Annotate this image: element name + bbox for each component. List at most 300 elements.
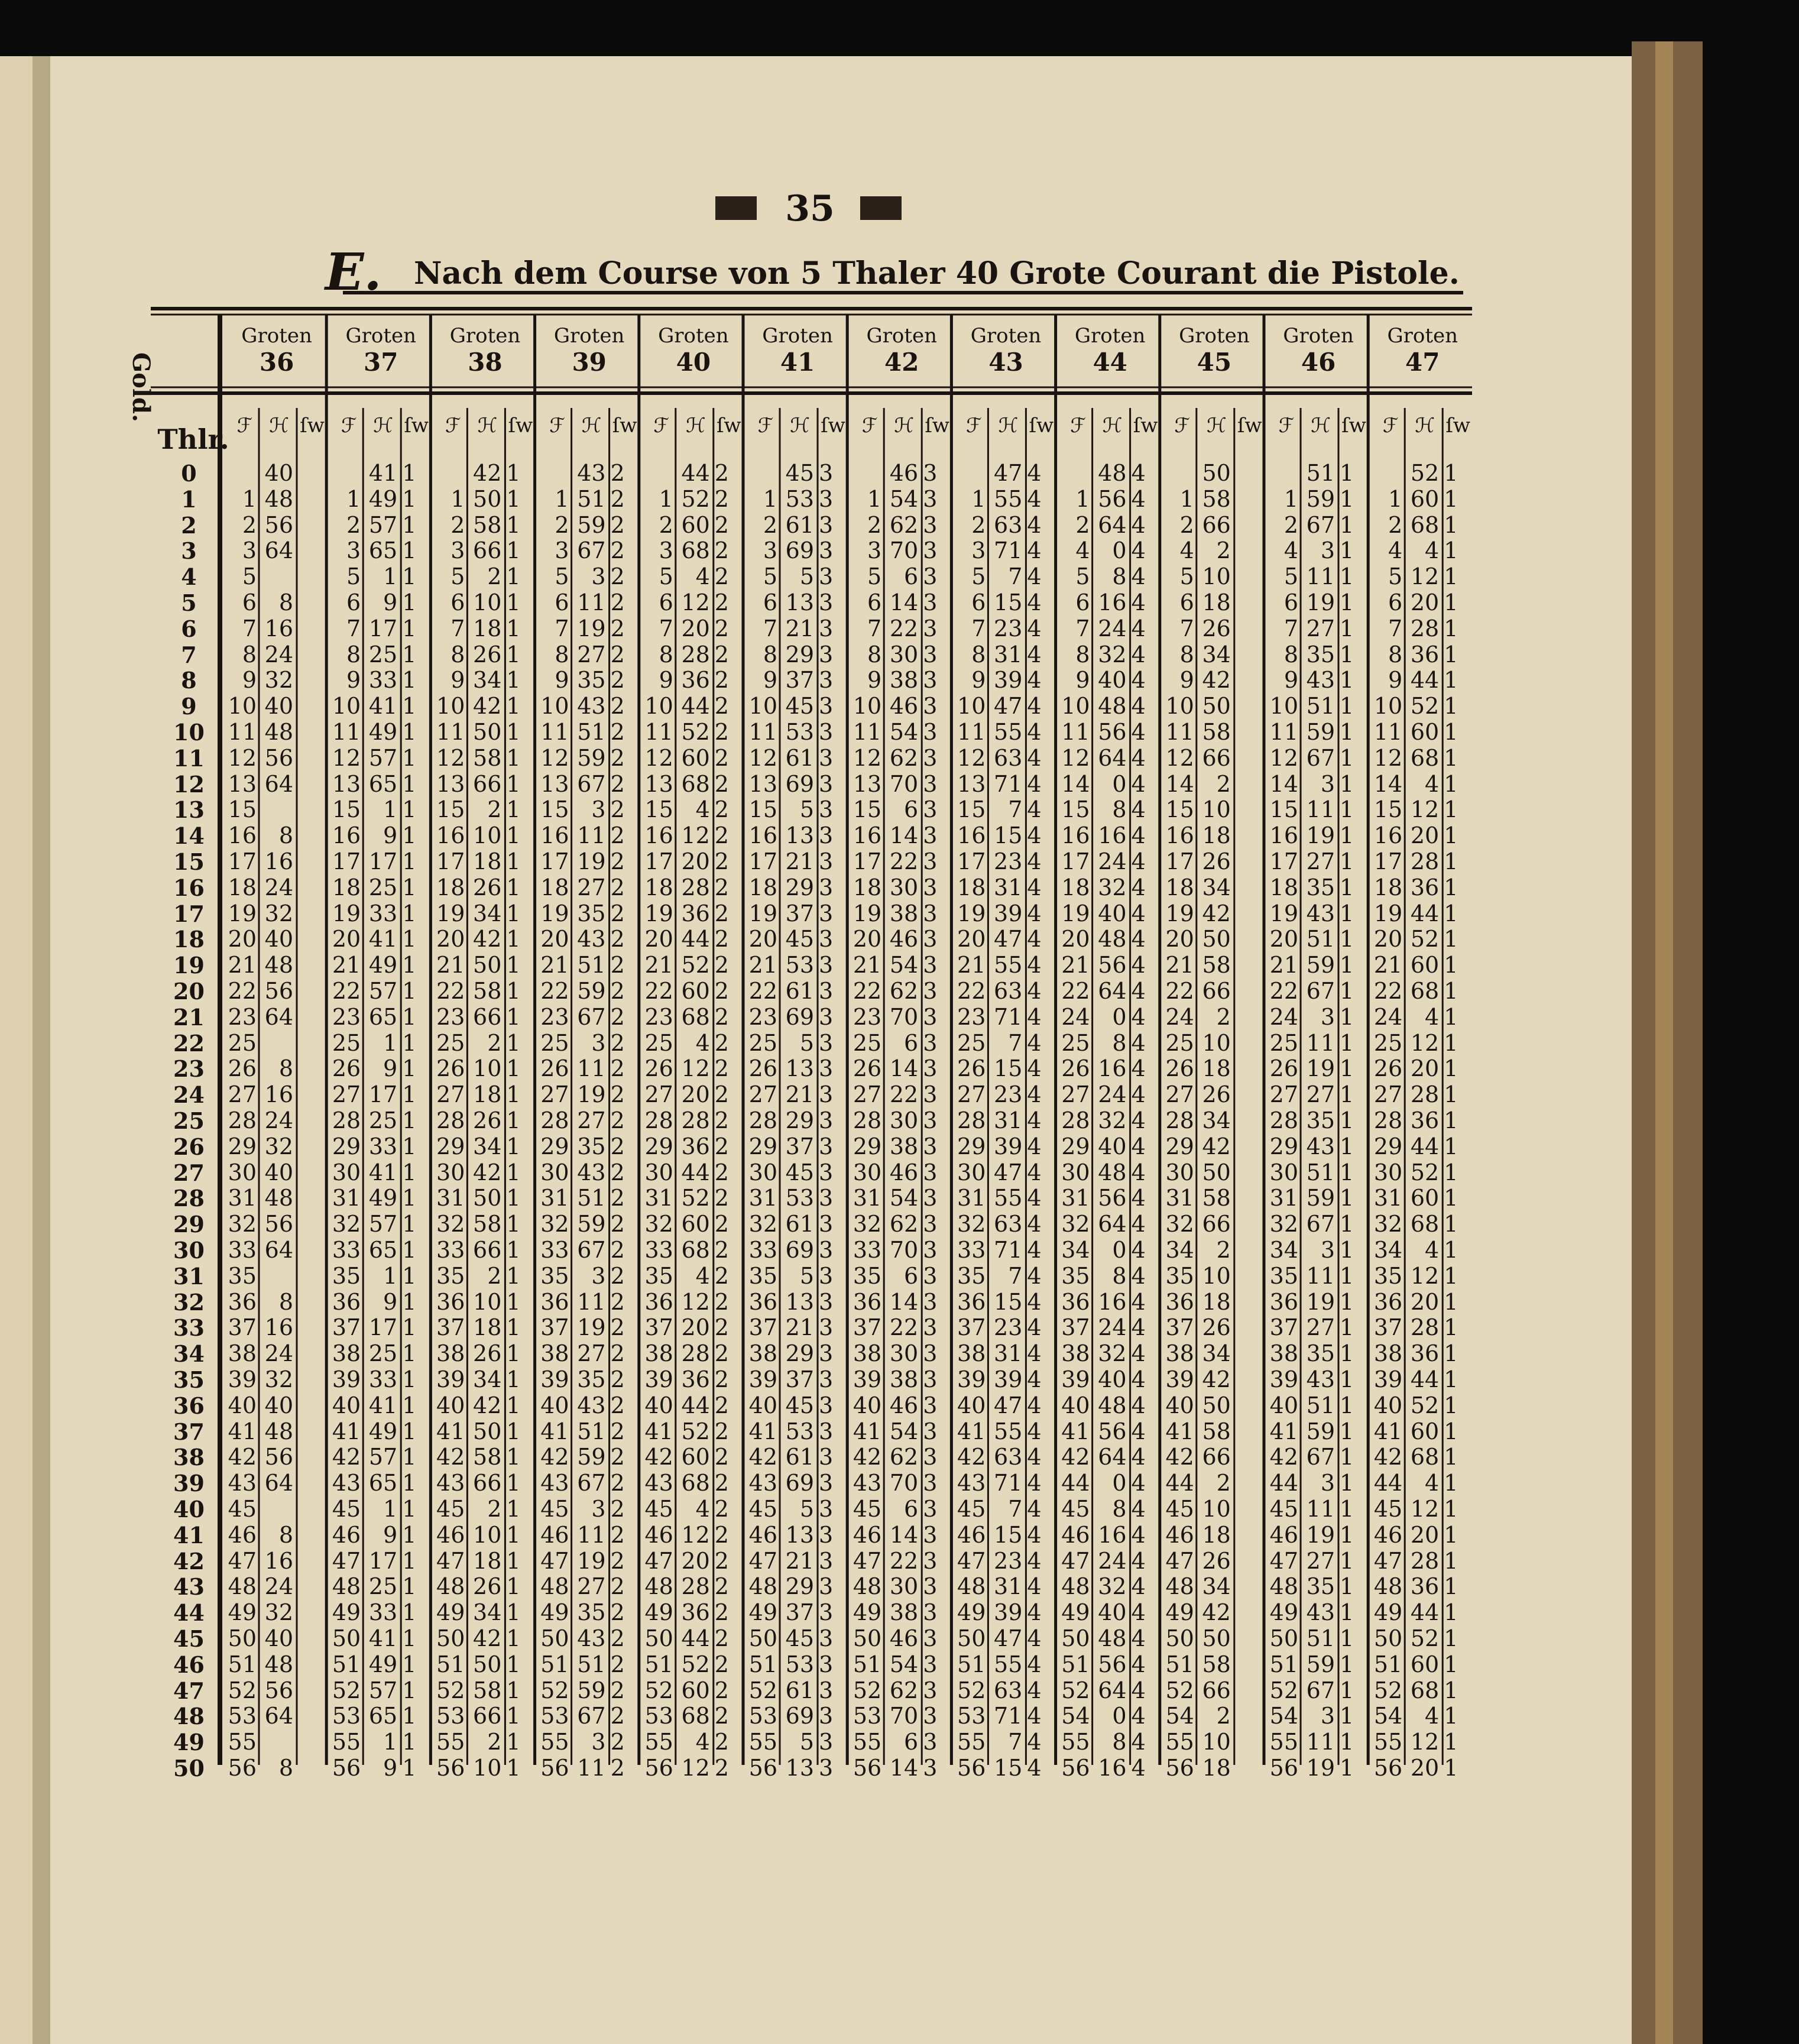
cell-schwaren: 2 [610, 1366, 625, 1392]
cell-schwaren: 1 [402, 1547, 417, 1574]
cell-mark: 2 [1075, 511, 1090, 538]
cell-mark: 34 [1373, 1237, 1403, 1263]
cell-mark: 28 [853, 1107, 882, 1133]
cell-schwaren: 4 [1027, 1703, 1042, 1729]
cell-groten: 2 [487, 796, 502, 823]
cell-groten: 69 [785, 770, 814, 797]
cell-schwaren: 2 [714, 1314, 729, 1341]
cell-mark: 8 [763, 641, 777, 668]
groten-word: Groten [970, 324, 1042, 348]
cell-mark: 48 [436, 1573, 465, 1600]
cell-mark: 39 [1269, 1366, 1298, 1392]
cell-schwaren: 1 [1444, 1392, 1458, 1418]
cell-schwaren: 1 [1444, 1418, 1458, 1444]
cell-schwaren: 3 [819, 952, 834, 979]
cell-mark: 42 [1165, 1444, 1194, 1470]
cell-groten: 20 [681, 1547, 710, 1574]
cell-mark: 40 [1373, 1392, 1403, 1418]
cell-mark: 19 [853, 900, 882, 927]
cell-schwaren: 1 [1444, 1003, 1458, 1030]
row-label-thaler: 18 [173, 926, 205, 953]
row-label-thaler: 0 [181, 460, 197, 487]
cell-mark: 16 [1269, 822, 1298, 849]
cell-groten: 8 [278, 1288, 293, 1315]
cell-groten: 3 [591, 1729, 606, 1755]
cell-mark: 45 [853, 1496, 882, 1522]
cell-groten: 5 [799, 1729, 814, 1755]
cell-mark: 22 [748, 978, 777, 1004]
cell-groten: 3 [1320, 537, 1335, 564]
cell-schwaren: 4 [1027, 874, 1042, 900]
unit-header: ℱ [341, 414, 357, 438]
cell-mark: 47 [1373, 1547, 1403, 1574]
cell-groten: 67 [577, 770, 606, 797]
cell-schwaren: 3 [819, 744, 834, 771]
cell-mark: 42 [853, 1444, 882, 1470]
cell-groten: 70 [889, 770, 919, 797]
cell-groten: 12 [1410, 1729, 1440, 1755]
cell-schwaren: 1 [1340, 1107, 1354, 1133]
cell-schwaren: 3 [819, 460, 834, 486]
cell-schwaren: 4 [1131, 537, 1146, 564]
cell-mark: 4 [1388, 537, 1403, 564]
cell-mark: 8 [1388, 641, 1403, 668]
cell-groten: 40 [264, 1159, 293, 1185]
row-label-thaler: 2 [181, 511, 197, 539]
cell-schwaren: 1 [1444, 1547, 1458, 1574]
cell-mark: 21 [957, 952, 986, 979]
cell-mark: 38 [748, 1340, 777, 1367]
cell-mark: 42 [1061, 1444, 1090, 1470]
cell-groten: 1 [383, 1029, 398, 1056]
cell-groten: 10 [473, 1055, 502, 1082]
cell-groten: 51 [577, 952, 606, 979]
cell-schwaren: 1 [402, 1521, 417, 1548]
cell-mark: 8 [450, 641, 465, 668]
cell-mark: 9 [555, 667, 569, 694]
cell-schwaren: 1 [1444, 1211, 1458, 1238]
cell-schwaren: 2 [610, 1418, 625, 1444]
cell-schwaren: 1 [506, 796, 521, 823]
cell-mark: 29 [1373, 1133, 1403, 1159]
cell-mark: 47 [540, 1547, 569, 1574]
cell-schwaren: 3 [819, 1159, 834, 1185]
cell-groten: 28 [681, 1340, 710, 1367]
cell-mark: 15 [853, 796, 882, 823]
cell-mark: 6 [450, 589, 465, 616]
cell-mark: 55 [1269, 1729, 1298, 1755]
cell-groten: 57 [368, 978, 398, 1004]
cell-groten: 31 [994, 874, 1023, 900]
cell-groten: 50 [1202, 926, 1231, 953]
row-label-thaler: 19 [173, 952, 205, 979]
cell-groten: 1 [383, 1729, 398, 1755]
cell-groten: 69 [785, 537, 814, 564]
cell-mark: 8 [1179, 641, 1194, 668]
cell-mark: 32 [436, 1211, 465, 1238]
cell-schwaren: 1 [1340, 719, 1354, 745]
cell-mark: 2 [450, 511, 465, 538]
cell-mark: 8 [971, 641, 986, 668]
cell-groten: 8 [1112, 796, 1127, 823]
cell-schwaren: 1 [1444, 874, 1458, 900]
cell-groten: 32 [1098, 1573, 1127, 1600]
cell-mark: 24 [1061, 1003, 1090, 1030]
cell-groten: 66 [473, 770, 502, 797]
cell-groten: 11 [1306, 1496, 1335, 1522]
cell-schwaren: 1 [1444, 1599, 1458, 1626]
cell-mark: 12 [853, 744, 882, 771]
cell-groten: 21 [785, 1081, 814, 1108]
cell-schwaren: 2 [610, 1340, 625, 1367]
cell-groten: 4 [695, 1029, 710, 1056]
cell-schwaren: 1 [1444, 1470, 1458, 1496]
cell-groten: 43 [577, 1625, 606, 1651]
cell-groten: 24 [264, 1340, 293, 1367]
cell-schwaren: 4 [1027, 796, 1042, 823]
cell-groten: 52 [681, 1418, 710, 1444]
cell-groten: 48 [264, 485, 293, 512]
cell-groten: 31 [994, 641, 1023, 668]
cell-groten: 8 [278, 1521, 293, 1548]
cell-mark: 3 [242, 537, 257, 564]
cell-mark: 12 [957, 744, 986, 771]
cell-mark: 20 [540, 926, 569, 953]
cell-schwaren: 1 [1444, 1314, 1458, 1341]
cell-schwaren: 1 [402, 460, 417, 486]
cell-mark: 11 [748, 719, 777, 745]
cell-mark: 1 [1075, 485, 1090, 512]
groten-header [1162, 324, 1266, 377]
cell-mark: 42 [540, 1444, 569, 1470]
cell-mark: 56 [332, 1755, 361, 1781]
cell-groten: 34 [1202, 874, 1231, 900]
cell-groten: 13 [785, 1055, 814, 1082]
cell-groten: 5 [799, 796, 814, 823]
cell-schwaren: 4 [1027, 1340, 1042, 1367]
cell-schwaren: 2 [610, 719, 625, 745]
cell-mark: 50 [540, 1625, 569, 1651]
cell-mark: 1 [242, 485, 257, 512]
cell-mark: 23 [540, 1003, 569, 1030]
cell-groten: 50 [473, 952, 502, 979]
cell-schwaren: 1 [506, 1262, 521, 1289]
cell-mark: 4 [1179, 537, 1194, 564]
groten-word: Groten [553, 324, 625, 348]
cell-mark: 39 [1165, 1366, 1194, 1392]
cell-groten: 39 [994, 667, 1023, 694]
cell-schwaren: 1 [402, 1211, 417, 1238]
cell-mark: 11 [1165, 719, 1194, 745]
cell-groten: 59 [1306, 1651, 1335, 1677]
cell-schwaren: 1 [1444, 1496, 1458, 1522]
cell-groten: 28 [1410, 1547, 1440, 1574]
cell-mark: 53 [436, 1703, 465, 1729]
cell-schwaren: 3 [819, 1625, 834, 1651]
cell-schwaren: 2 [714, 770, 729, 797]
cell-groten: 28 [681, 641, 710, 668]
cell-groten: 28 [1410, 848, 1440, 874]
cell-mark: 5 [346, 563, 361, 590]
cell-mark: 50 [957, 1625, 986, 1651]
row-label-thaler: 11 [173, 744, 205, 772]
cell-schwaren: 3 [819, 1703, 834, 1729]
cell-schwaren: 1 [1340, 1314, 1354, 1341]
cell-mark: 38 [1373, 1340, 1403, 1367]
cell-schwaren: 4 [1027, 1521, 1042, 1548]
cell-schwaren: 2 [714, 1444, 729, 1470]
cell-schwaren: 4 [1131, 1703, 1146, 1729]
cell-mark: 41 [748, 1418, 777, 1444]
cell-schwaren: 1 [1444, 1521, 1458, 1548]
cell-mark: 7 [242, 615, 257, 642]
row-label-thaler: 35 [173, 1366, 205, 1393]
cell-groten: 63 [994, 511, 1023, 538]
cell-groten: 9 [383, 1288, 398, 1315]
cell-groten: 50 [473, 1185, 502, 1212]
cell-mark: 53 [332, 1703, 361, 1729]
cell-schwaren: 2 [610, 563, 625, 590]
cell-mark: 39 [957, 1366, 986, 1392]
cell-groten: 53 [785, 1418, 814, 1444]
cell-mark: 48 [748, 1573, 777, 1600]
cell-mark: 55 [540, 1729, 569, 1755]
cell-groten: 24 [264, 641, 293, 668]
cell-schwaren: 1 [1444, 1159, 1458, 1185]
cell-groten: 12 [1410, 1262, 1440, 1289]
cell-schwaren: 1 [1444, 667, 1458, 694]
cell-schwaren: 4 [1027, 744, 1042, 771]
cell-schwaren: 2 [714, 848, 729, 874]
cell-groten: 11 [577, 1055, 606, 1082]
groten-value: 38 [468, 348, 503, 377]
cell-schwaren: 2 [610, 460, 625, 486]
cell-mark: 27 [228, 1081, 257, 1108]
cell-groten: 11 [1306, 563, 1335, 590]
row-label-thaler: 12 [173, 770, 205, 798]
cell-groten: 42 [1202, 1133, 1231, 1159]
cell-groten: 32 [1098, 641, 1127, 668]
cell-mark: 49 [957, 1599, 986, 1626]
cell-groten: 32 [1098, 874, 1127, 900]
cell-schwaren: 4 [1027, 1496, 1042, 1522]
cell-mark: 28 [957, 1107, 986, 1133]
cell-schwaren: 2 [610, 848, 625, 874]
cell-schwaren: 2 [610, 1055, 625, 1082]
cell-mark: 38 [1061, 1340, 1090, 1367]
cell-mark: 12 [1269, 744, 1298, 771]
cell-mark: 18 [436, 874, 465, 900]
cell-mark: 35 [748, 1262, 777, 1289]
cell-groten: 24 [264, 1573, 293, 1600]
cell-schwaren: 3 [819, 1055, 834, 1082]
cell-schwaren: 1 [402, 693, 417, 720]
cell-schwaren: 3 [923, 1081, 938, 1108]
cell-mark: 9 [1075, 667, 1090, 694]
cell-mark: 46 [748, 1521, 777, 1548]
cell-schwaren: 3 [819, 589, 834, 616]
cell-groten: 58 [473, 744, 502, 771]
cell-mark: 22 [853, 978, 882, 1004]
cell-mark: 14 [1269, 770, 1298, 797]
cell-mark: 37 [1165, 1314, 1194, 1341]
cell-groten: 70 [889, 1003, 919, 1030]
cell-schwaren: 2 [714, 1625, 729, 1651]
cell-groten: 58 [1202, 1651, 1231, 1677]
cell-mark: 55 [853, 1729, 882, 1755]
cell-schwaren: 1 [1444, 1651, 1458, 1677]
cell-mark: 9 [763, 667, 777, 694]
cell-schwaren: 2 [714, 1470, 729, 1496]
cell-mark: 16 [436, 822, 465, 849]
cell-mark: 51 [748, 1651, 777, 1677]
cell-mark: 5 [1075, 563, 1090, 590]
cell-groten: 24 [1098, 615, 1127, 642]
cell-mark: 37 [1061, 1314, 1090, 1341]
cell-mark: 46 [1165, 1521, 1194, 1548]
cell-groten: 24 [264, 1107, 293, 1133]
cell-groten: 16 [264, 848, 293, 874]
cell-schwaren: 1 [1444, 822, 1458, 849]
cell-mark: 30 [1269, 1159, 1298, 1185]
cell-groten: 56 [264, 978, 293, 1004]
cell-schwaren: 2 [714, 900, 729, 927]
cell-mark: 48 [1373, 1573, 1403, 1600]
cell-groten: 28 [681, 1573, 710, 1600]
cell-groten: 29 [785, 1107, 814, 1133]
cell-mark: 25 [1373, 1029, 1403, 1056]
row-label-thaler: 8 [181, 667, 197, 694]
cell-mark: 55 [1061, 1729, 1090, 1755]
cell-schwaren: 2 [610, 1159, 625, 1185]
cell-schwaren: 4 [1131, 511, 1146, 538]
groten-word: Groten [241, 324, 312, 348]
cell-schwaren: 1 [506, 1496, 521, 1522]
cell-mark: 8 [867, 641, 882, 668]
cell-groten: 6 [904, 1029, 919, 1056]
cell-mark: 28 [644, 1107, 673, 1133]
cell-groten: 10 [473, 1521, 502, 1548]
cell-mark: 32 [540, 1211, 569, 1238]
cell-groten: 26 [1202, 848, 1231, 874]
cell-schwaren: 1 [1340, 1003, 1354, 1030]
cell-schwaren: 3 [923, 1392, 938, 1418]
cell-mark: 42 [957, 1444, 986, 1470]
cell-groten: 46 [889, 693, 919, 720]
cell-mark: 30 [957, 1159, 986, 1185]
cell-schwaren: 2 [610, 744, 625, 771]
cell-groten: 14 [889, 1521, 919, 1548]
cell-groten: 29 [785, 1573, 814, 1600]
cell-schwaren: 1 [506, 1599, 521, 1626]
cell-mark: 55 [436, 1729, 465, 1755]
cell-mark: 32 [957, 1211, 986, 1238]
cell-schwaren: 2 [610, 1729, 625, 1755]
cell-groten: 20 [1410, 1521, 1440, 1548]
cell-groten: 41 [368, 693, 398, 720]
cell-mark: 15 [1165, 796, 1194, 823]
cell-mark: 51 [644, 1651, 673, 1677]
cell-mark: 21 [1373, 952, 1403, 979]
cell-schwaren: 4 [1027, 926, 1042, 953]
cell-groten: 2 [1216, 537, 1231, 564]
cell-groten: 59 [577, 1211, 606, 1238]
cell-groten: 65 [368, 1703, 398, 1729]
cell-groten: 58 [473, 1677, 502, 1703]
cell-groten: 8 [278, 589, 293, 616]
cell-mark: 51 [853, 1651, 882, 1677]
cell-groten: 9 [383, 822, 398, 849]
cell-groten: 60 [1410, 485, 1440, 512]
cell-schwaren: 1 [506, 1677, 521, 1703]
unit-header: ℱ [445, 414, 461, 438]
cell-groten: 7 [1008, 1496, 1023, 1522]
cell-schwaren: 2 [714, 1599, 729, 1626]
cell-mark: 51 [1061, 1651, 1090, 1677]
cell-groten: 36 [681, 1133, 710, 1159]
cell-schwaren: 4 [1027, 615, 1042, 642]
cell-mark: 50 [332, 1625, 361, 1651]
cell-groten: 68 [681, 770, 710, 797]
cell-groten: 17 [368, 1314, 398, 1341]
cell-schwaren: 4 [1131, 1521, 1146, 1548]
cell-mark: 26 [853, 1055, 882, 1082]
cell-mark: 24 [1165, 1003, 1194, 1030]
cell-mark: 18 [957, 874, 986, 900]
cell-groten: 60 [681, 1444, 710, 1470]
cell-groten: 13 [785, 1755, 814, 1781]
cell-groten: 43 [1306, 1366, 1335, 1392]
cell-mark: 17 [332, 848, 361, 874]
cell-groten: 52 [681, 485, 710, 512]
cell-groten: 54 [889, 1651, 919, 1677]
cell-mark: 17 [957, 848, 986, 874]
cell-schwaren: 1 [402, 848, 417, 874]
cell-groten: 12 [681, 1288, 710, 1315]
cell-mark: 15 [332, 796, 361, 823]
cell-mark: 1 [659, 485, 673, 512]
unit-header: ℋ [477, 414, 498, 438]
cell-groten: 21 [785, 615, 814, 642]
cell-mark: 36 [1373, 1288, 1403, 1315]
cell-schwaren: 1 [1340, 1677, 1354, 1703]
cell-groten: 64 [1098, 1211, 1127, 1238]
cell-schwaren: 1 [506, 641, 521, 668]
cell-groten: 44 [681, 1159, 710, 1185]
cell-groten: 60 [681, 1211, 710, 1238]
cell-groten: 45 [785, 693, 814, 720]
cell-mark: 47 [644, 1547, 673, 1574]
cell-mark: 37 [540, 1314, 569, 1341]
cell-groten: 45 [785, 1625, 814, 1651]
cell-schwaren: 1 [1444, 1340, 1458, 1367]
cell-mark: 35 [540, 1262, 569, 1289]
cell-groten: 69 [785, 1003, 814, 1030]
row-label-thaler: 36 [173, 1392, 205, 1419]
cell-schwaren: 2 [714, 537, 729, 564]
cell-groten: 66 [1202, 1444, 1231, 1470]
cell-groten: 35 [577, 900, 606, 927]
cell-groten: 67 [1306, 744, 1335, 771]
cell-schwaren: 1 [402, 1314, 417, 1341]
cell-schwaren: 1 [506, 1521, 521, 1548]
cell-groten: 35 [1306, 641, 1335, 668]
cell-mark: 44 [1373, 1470, 1403, 1496]
cell-mark: 20 [1165, 926, 1194, 953]
cell-mark: 27 [644, 1081, 673, 1108]
cell-schwaren: 4 [1027, 589, 1042, 616]
cell-groten: 50 [1202, 1392, 1231, 1418]
